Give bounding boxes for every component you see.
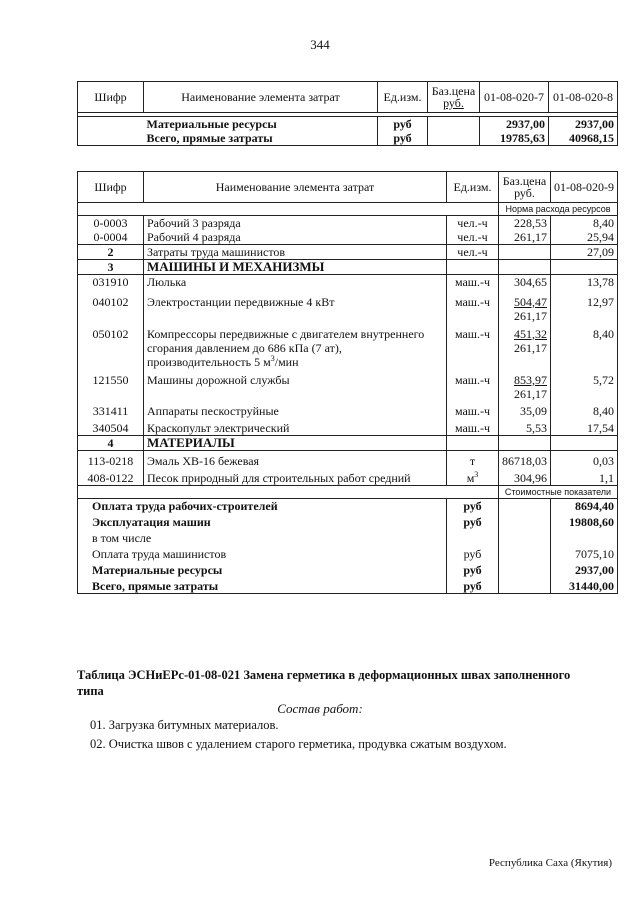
price-machinist: 261,17 — [514, 308, 547, 323]
table-row — [78, 216, 618, 231]
row-name: Песок природный для строительных работ средний — [144, 468, 447, 486]
section-code: 3 — [78, 260, 144, 275]
row-price — [499, 369, 551, 401]
row-unit: руб — [378, 117, 428, 132]
price-value: 853,97 — [514, 372, 547, 387]
row-unit: маш.-ч — [447, 275, 499, 291]
section-title: МАШИНЫ И МЕХАНИЗМЫ — [144, 260, 447, 275]
page-footer: Республика Саха (Якутия) — [488, 857, 612, 869]
row-name: Краскопульт электрический — [144, 418, 447, 436]
work-item: 01. Загрузка битумных материалов. — [90, 718, 279, 732]
header-code: Шифр — [78, 82, 144, 113]
table-row — [78, 561, 618, 577]
table-row — [78, 275, 618, 291]
row-val: 8694,40 — [551, 498, 618, 513]
row-name: Всего, прямые затраты — [144, 131, 378, 146]
row-unit: маш.-ч — [447, 369, 499, 401]
row-code: 113-0218 — [78, 450, 144, 468]
row-unit: маш.-ч — [447, 291, 499, 323]
row-val-a: 19785,63 — [480, 131, 549, 146]
row-val-a: 2937,00 — [480, 117, 549, 132]
row-price: 86718,03 — [499, 450, 551, 468]
header-base-price — [428, 82, 480, 113]
row-unit: маш.-ч — [447, 323, 499, 369]
row-unit: чел.-ч — [447, 230, 499, 245]
header-col: 01-08-020-9 — [551, 172, 618, 203]
row-code: 408-0122 — [78, 468, 144, 486]
table-row — [78, 498, 618, 513]
section-code: 4 — [78, 435, 144, 450]
row-price: 5,53 — [499, 418, 551, 436]
row-val: 8,40 — [551, 323, 618, 369]
row-unit: руб — [447, 513, 499, 529]
row-val: 8,40 — [551, 216, 618, 231]
table-row — [78, 230, 618, 245]
header-unit: Ед.изм. — [447, 172, 499, 203]
row-val: 2937,00 — [551, 561, 618, 577]
header-col-a: 01-08-020-7 — [480, 82, 549, 113]
row-unit: маш.-ч — [447, 401, 499, 418]
row-unit: чел.-ч — [447, 216, 499, 231]
row-name: Машины дорожной службы — [144, 369, 447, 401]
row-name-l1: Компрессоры передвижные с двигателем внутреннего — [147, 326, 425, 341]
table-row — [78, 450, 618, 468]
table-row — [78, 545, 618, 561]
header-name: Наименование элемента затрат — [144, 172, 447, 203]
row-name: Эксплуатация машин — [78, 513, 447, 529]
table-caption-l2: типа — [77, 684, 104, 698]
row-name: Оплата труда рабочих-строителей — [78, 498, 447, 513]
row-name: Рабочий 3 разряда — [144, 216, 447, 231]
row-name-l2: сгорания давлением до 686 кПа (7 ат), — [147, 340, 342, 355]
table-row — [78, 117, 618, 132]
header-base-price — [499, 172, 551, 203]
price-value: 504,47 — [514, 294, 547, 309]
row-unit: руб — [447, 545, 499, 561]
table-row — [78, 468, 618, 486]
table-row — [78, 291, 618, 323]
header-base-price-l1: Баз.цена — [431, 84, 476, 98]
header-base-price-l2: руб. — [443, 96, 464, 110]
row-price: 228,53 — [499, 216, 551, 231]
row-code: 0-0004 — [78, 230, 144, 245]
table-row — [78, 529, 618, 545]
row-price: 261,17 — [499, 230, 551, 245]
table-row — [78, 323, 618, 369]
row-price — [499, 323, 551, 369]
row-code: 2 — [78, 245, 144, 260]
row-name: Рабочий 4 разряда — [144, 230, 447, 245]
norm-label: Норма расхода ресурсов — [499, 203, 618, 216]
row-price — [499, 291, 551, 323]
row-code: 121550 — [78, 369, 144, 401]
row-price: 35,09 — [499, 401, 551, 418]
row-code: 331411 — [78, 401, 144, 418]
table-row — [78, 245, 618, 260]
row-val: 8,40 — [551, 401, 618, 418]
row-val: 7075,10 — [551, 545, 618, 561]
header-unit: Ед.изм. — [378, 82, 428, 113]
table-row — [78, 577, 618, 594]
header-col-b: 01-08-020-8 — [549, 82, 618, 113]
summary-table-top — [77, 81, 618, 146]
row-val: 25,94 — [551, 230, 618, 245]
work-item: 02. Очистка швов с удалением старого герметика, продувка сжатым воздухом. — [90, 737, 507, 751]
row-price: 304,96 — [499, 468, 551, 486]
cost-label: Стоимостные показатели — [499, 485, 618, 498]
row-val-b: 40968,15 — [549, 131, 618, 146]
row-val-b: 2937,00 — [549, 117, 618, 132]
row-name: Аппараты пескоструйные — [144, 401, 447, 418]
header-name: Наименование элемента затрат — [144, 82, 378, 113]
section-header — [78, 260, 618, 275]
row-val: 27,09 — [551, 245, 618, 260]
row-val: 17,54 — [551, 418, 618, 436]
row-name: Люлька — [144, 275, 447, 291]
row-val: 19808,60 — [551, 513, 618, 529]
header-code: Шифр — [78, 172, 144, 203]
header-base-price-l1: Баз.цена — [502, 174, 547, 188]
row-name: Материальные ресурсы — [78, 561, 447, 577]
row-unit: руб — [447, 498, 499, 513]
row-val: 1,1 — [551, 468, 618, 486]
row-val: 13,78 — [551, 275, 618, 291]
header-base-price-l2: руб. — [514, 186, 535, 200]
row-name: Электростанции передвижные 4 кВт — [144, 291, 447, 323]
row-unit: чел.-ч — [447, 245, 499, 260]
row-name — [144, 323, 447, 369]
row-val: 31440,00 — [551, 577, 618, 594]
row-unit: т — [447, 450, 499, 468]
table-row — [78, 369, 618, 401]
table-row — [78, 131, 618, 146]
row-unit: руб — [378, 131, 428, 146]
table-caption — [77, 667, 617, 699]
price-machinist: 261,17 — [514, 340, 547, 355]
row-val: 0,03 — [551, 450, 618, 468]
row-unit: руб — [447, 561, 499, 577]
row-unit: маш.-ч — [447, 418, 499, 436]
row-name: Оплата труда машинистов — [78, 545, 447, 561]
row-code: 050102 — [78, 323, 144, 369]
section-header — [78, 435, 618, 450]
resource-norms-table — [77, 171, 618, 594]
table-caption-l1: Таблица ЭСНиЕРс-01-08-021 Замена герметика в деформационных швах заполненного — [77, 668, 571, 682]
row-code: 040102 — [78, 291, 144, 323]
row-code: 031910 — [78, 275, 144, 291]
row-val: 12,97 — [551, 291, 618, 323]
row-name: в том числе — [78, 529, 447, 545]
row-name: Эмаль ХВ-16 бежевая — [144, 450, 447, 468]
row-name: Всего, прямые затраты — [78, 577, 447, 594]
row-name-l3: производительность 5 $м^3$/мин — [147, 353, 299, 369]
row-code: 340504 — [78, 418, 144, 436]
table-row — [78, 418, 618, 436]
row-unit: $м^3$ — [447, 468, 499, 486]
price-machinist: 261,17 — [514, 386, 547, 401]
row-name: Материальные ресурсы — [144, 117, 378, 132]
row-price: 304,65 — [499, 275, 551, 291]
row-name: Затраты труда машинистов — [144, 245, 447, 260]
section-title: МАТЕРИАЛЫ — [144, 435, 447, 450]
row-val: 5,72 — [551, 369, 618, 401]
page-number: 344 — [310, 37, 330, 52]
row-unit: руб — [447, 577, 499, 594]
price-value: 451,32 — [514, 326, 547, 341]
row-code: 0-0003 — [78, 216, 144, 231]
table-row — [78, 513, 618, 529]
work-composition-title: Состав работ: — [277, 701, 363, 716]
table-row — [78, 401, 618, 418]
